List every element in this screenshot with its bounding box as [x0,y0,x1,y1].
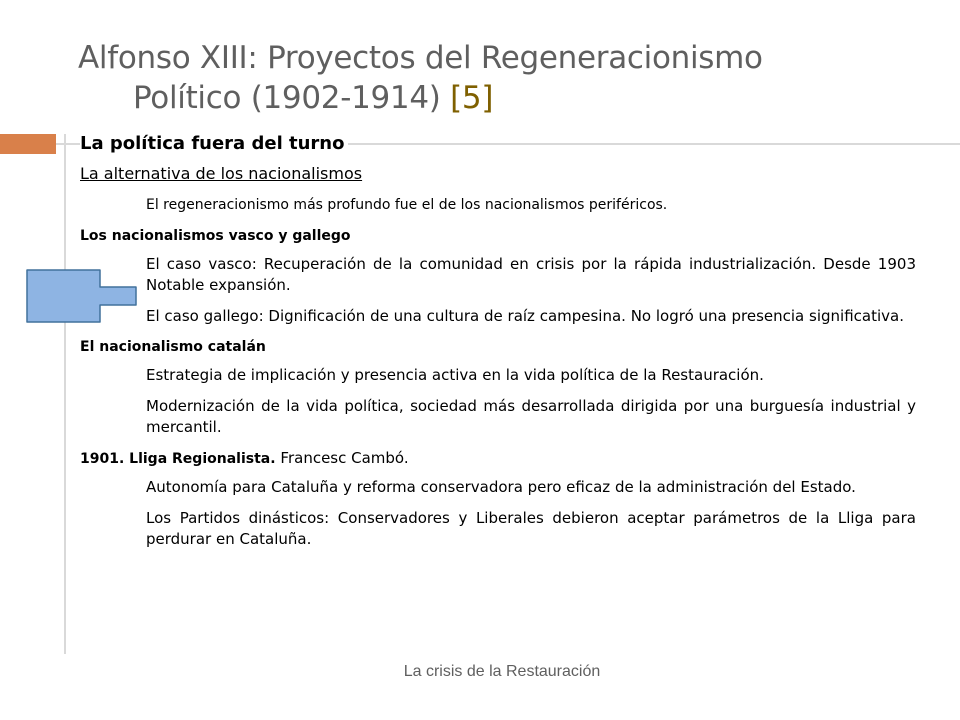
section-title-vasco-gallego: Los nacionalismos vasco y gallego [80,228,351,244]
title-number: [5] [450,80,494,116]
title-line2: Político (1902-1914) [133,80,441,116]
section-heading: La política fuera del turno [80,131,348,157]
title-line1: Alfonso XIII: Proyectos del Regeneracionismo [78,40,763,76]
paragraph-vasco: El caso vasco: Recuperación de la comunidad en crisis por la rápida industrialización. Desde 1903 Notable expansión. [146,255,916,294]
intro-paragraph: El regeneracionismo más profundo fue el de los nacionalismos periféricos. [146,197,668,213]
accent-bar [0,134,56,154]
paragraph-modernizacion: Modernización de la vida política, sociedad más desarrollada dirigida por una burguesía industrial y mercantil. [146,397,916,436]
section-title-lliga [80,448,916,469]
paragraph-autonomia: Autonomía para Cataluña y reforma conservadora pero eficaz de la administración del Estado. [146,478,856,496]
footer-text: La crisis de la Restauración [403,663,601,680]
slide-title [78,38,938,118]
paragraph-partidos: Los Partidos dinásticos: Conservadores y Liberales debieron aceptar parámetros de la Lliga para perdurar en Cataluña. [146,509,916,548]
slide-content [80,131,916,560]
paragraph-estrategia: Estrategia de implicación y presencia activa en la vida política de la Restauración. [146,366,764,384]
lliga-title-rest: Francesc Cambó. [280,449,409,467]
vertical-rule [64,134,66,654]
section-title-catalan: El nacionalismo catalán [80,339,266,355]
subheading: La alternativa de los nacionalismos [80,164,363,183]
paragraph-gallego: El caso gallego: Dignificación de una cultura de raíz campesina. No logró una presencia significativa. [146,307,904,325]
lliga-title: 1901. Lliga Regionalista. [80,451,276,467]
